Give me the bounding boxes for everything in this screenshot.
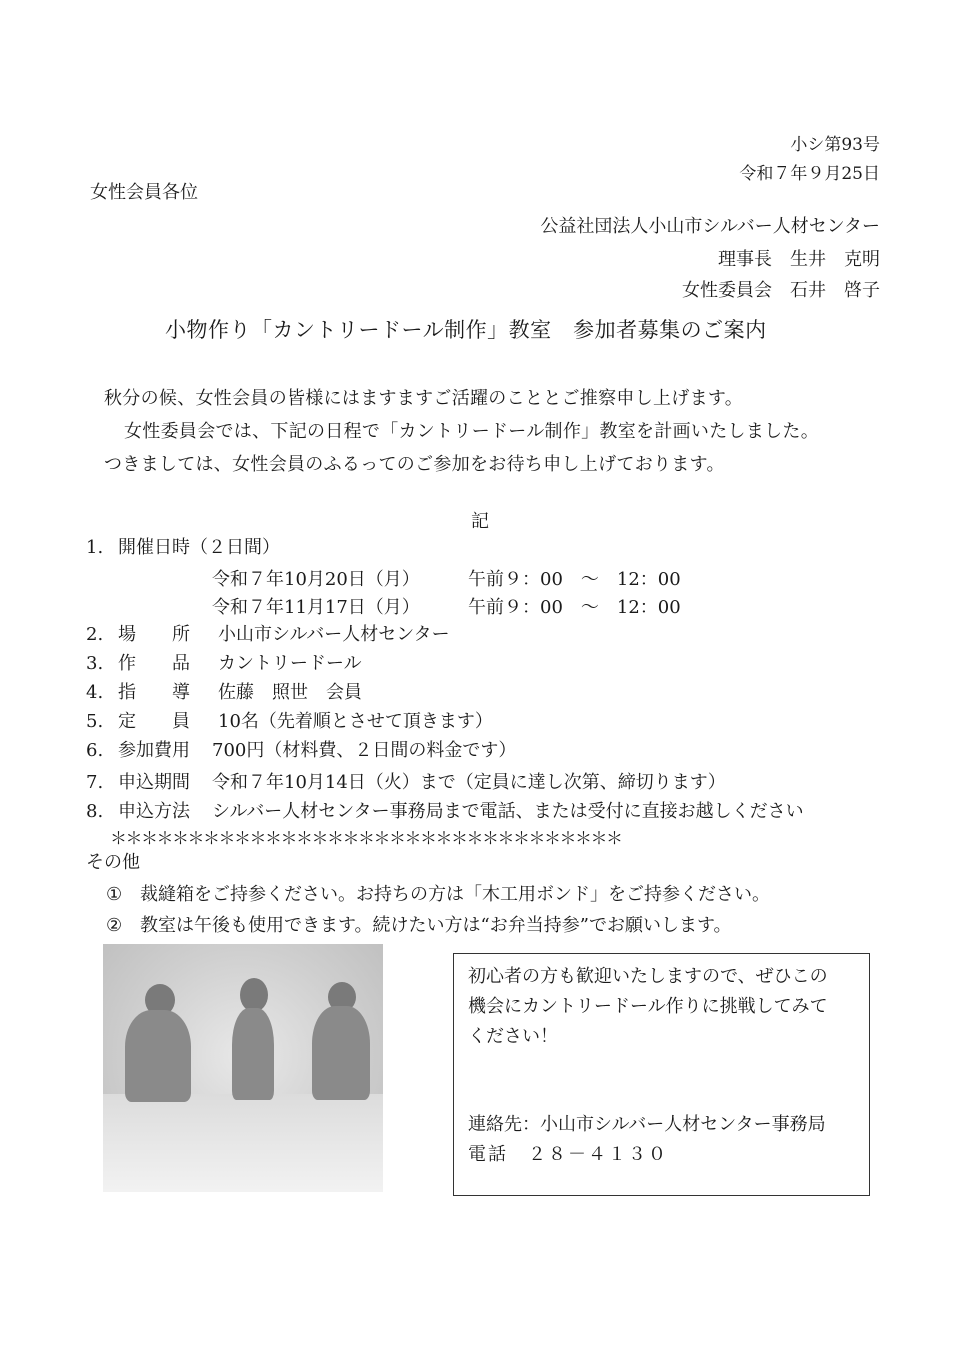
intro-line-3: つきましては、女性会員のふるってのご参加をお待ち申し上げております。	[104, 454, 725, 475]
item-value: 10名（先着順とさせて頂きます）	[218, 711, 493, 732]
phone-line: 電話 ２８－４１３０	[468, 1144, 668, 1165]
item-number: 8.	[86, 801, 104, 822]
item-value: シルバー人材センター事務局まで電話、または受付に直接お越しください	[212, 801, 804, 822]
item-value: 佐藤 照世 会員	[218, 682, 362, 703]
doll-photo	[103, 944, 383, 1192]
info-box	[453, 953, 870, 1196]
item-value: 令和７年10月14日（火）まで（定員に達し次第、締切ります）	[212, 772, 726, 793]
item-number: 4.	[86, 682, 104, 703]
separator-line: ＊＊＊＊＊＊＊＊＊＊＊＊＊＊＊＊＊＊＊＊＊＊＊＊＊＊＊＊＊＊＊＊＊	[110, 829, 622, 849]
item-number: 2.	[86, 624, 104, 645]
item-value: 小山市シルバー人材センター	[218, 624, 450, 645]
addressee: 女性会員各位	[90, 182, 198, 203]
box-line-2: 機会にカントリードール作りに挑戦してみて	[468, 996, 828, 1017]
session-2-date: 令和７年11月17日（月）	[212, 597, 420, 618]
page-title: 小物作り「カントリードール制作」教室 参加者募集のご案内	[165, 318, 767, 342]
document-date: 令和７年９月25日	[739, 164, 880, 184]
item-method	[86, 797, 804, 823]
intro-line-2: 女性委員会では、下記の日程で「カントリードール制作」教室を計画いたしました。	[124, 421, 820, 442]
note-2	[106, 911, 732, 937]
item-capacity	[86, 707, 493, 733]
item-label-char: 員	[172, 711, 190, 732]
item-label: 申込方法	[118, 801, 190, 822]
item-number: 5.	[86, 711, 104, 732]
item-place	[86, 620, 450, 646]
note-1	[106, 880, 770, 906]
sender-organization: 公益社団法人小山市シルバー人材センター	[540, 216, 880, 237]
item-fee	[86, 736, 516, 762]
session-1-date: 令和７年10月20日（月）	[212, 569, 420, 590]
note-marker: ②	[106, 915, 123, 936]
note-text: 教室は午後も使用できます。続けたい方は“お弁当持参”でお願いします。	[140, 915, 732, 936]
item-label-char: 指	[118, 682, 136, 703]
photo-floor	[103, 1094, 383, 1192]
note-text: 裁縫箱をご持参ください。お持ちの方は「木工用ボンド」をご持参ください。	[140, 884, 770, 905]
document-number: 小シ第93号	[790, 135, 880, 155]
box-line-1: 初心者の方も歓迎いたしますので、ぜひこの	[468, 966, 828, 987]
doll-figure	[228, 978, 278, 1102]
sender-chair: 理事長 生井 克明	[718, 249, 880, 270]
doll-figure	[123, 984, 193, 1104]
session-1-time: 午前９：00 ～ 12：00	[468, 569, 681, 590]
item-dates	[86, 533, 280, 559]
other-heading: その他	[86, 852, 140, 873]
item-work	[86, 649, 362, 675]
item-value: カントリードール	[218, 653, 362, 674]
item-value: 700円（材料費、２日間の料金です）	[212, 740, 517, 761]
item-label-char: 定	[118, 711, 136, 732]
ki-heading: 記	[471, 511, 489, 532]
item-label-char: 所	[172, 624, 190, 645]
item-label: 開催日時（２日間）	[118, 537, 280, 558]
box-line-3: ください！	[468, 1026, 558, 1047]
item-label: 参加費用	[118, 740, 190, 761]
item-label-char: 導	[172, 682, 190, 703]
contact-line: 連絡先：小山市シルバー人材センター事務局	[468, 1114, 826, 1135]
sender-committee: 女性委員会 石井 啓子	[682, 280, 880, 301]
item-number: 6.	[86, 740, 104, 761]
item-label: 申込期間	[118, 772, 190, 793]
item-label-char: 品	[172, 653, 190, 674]
item-label-char: 場	[118, 624, 136, 645]
item-number: 3.	[86, 653, 104, 674]
item-teacher	[86, 678, 362, 704]
item-period	[86, 768, 726, 794]
item-number: 7.	[86, 772, 104, 793]
intro-line-1: 秋分の候、女性会員の皆様にはますますご活躍のこととご推察申し上げます。	[104, 388, 744, 409]
note-marker: ①	[106, 884, 123, 905]
doll-figure	[308, 982, 372, 1102]
session-2-time: 午前９：00 ～ 12：00	[468, 597, 681, 618]
item-label-char: 作	[118, 653, 136, 674]
item-number: 1.	[86, 537, 104, 558]
